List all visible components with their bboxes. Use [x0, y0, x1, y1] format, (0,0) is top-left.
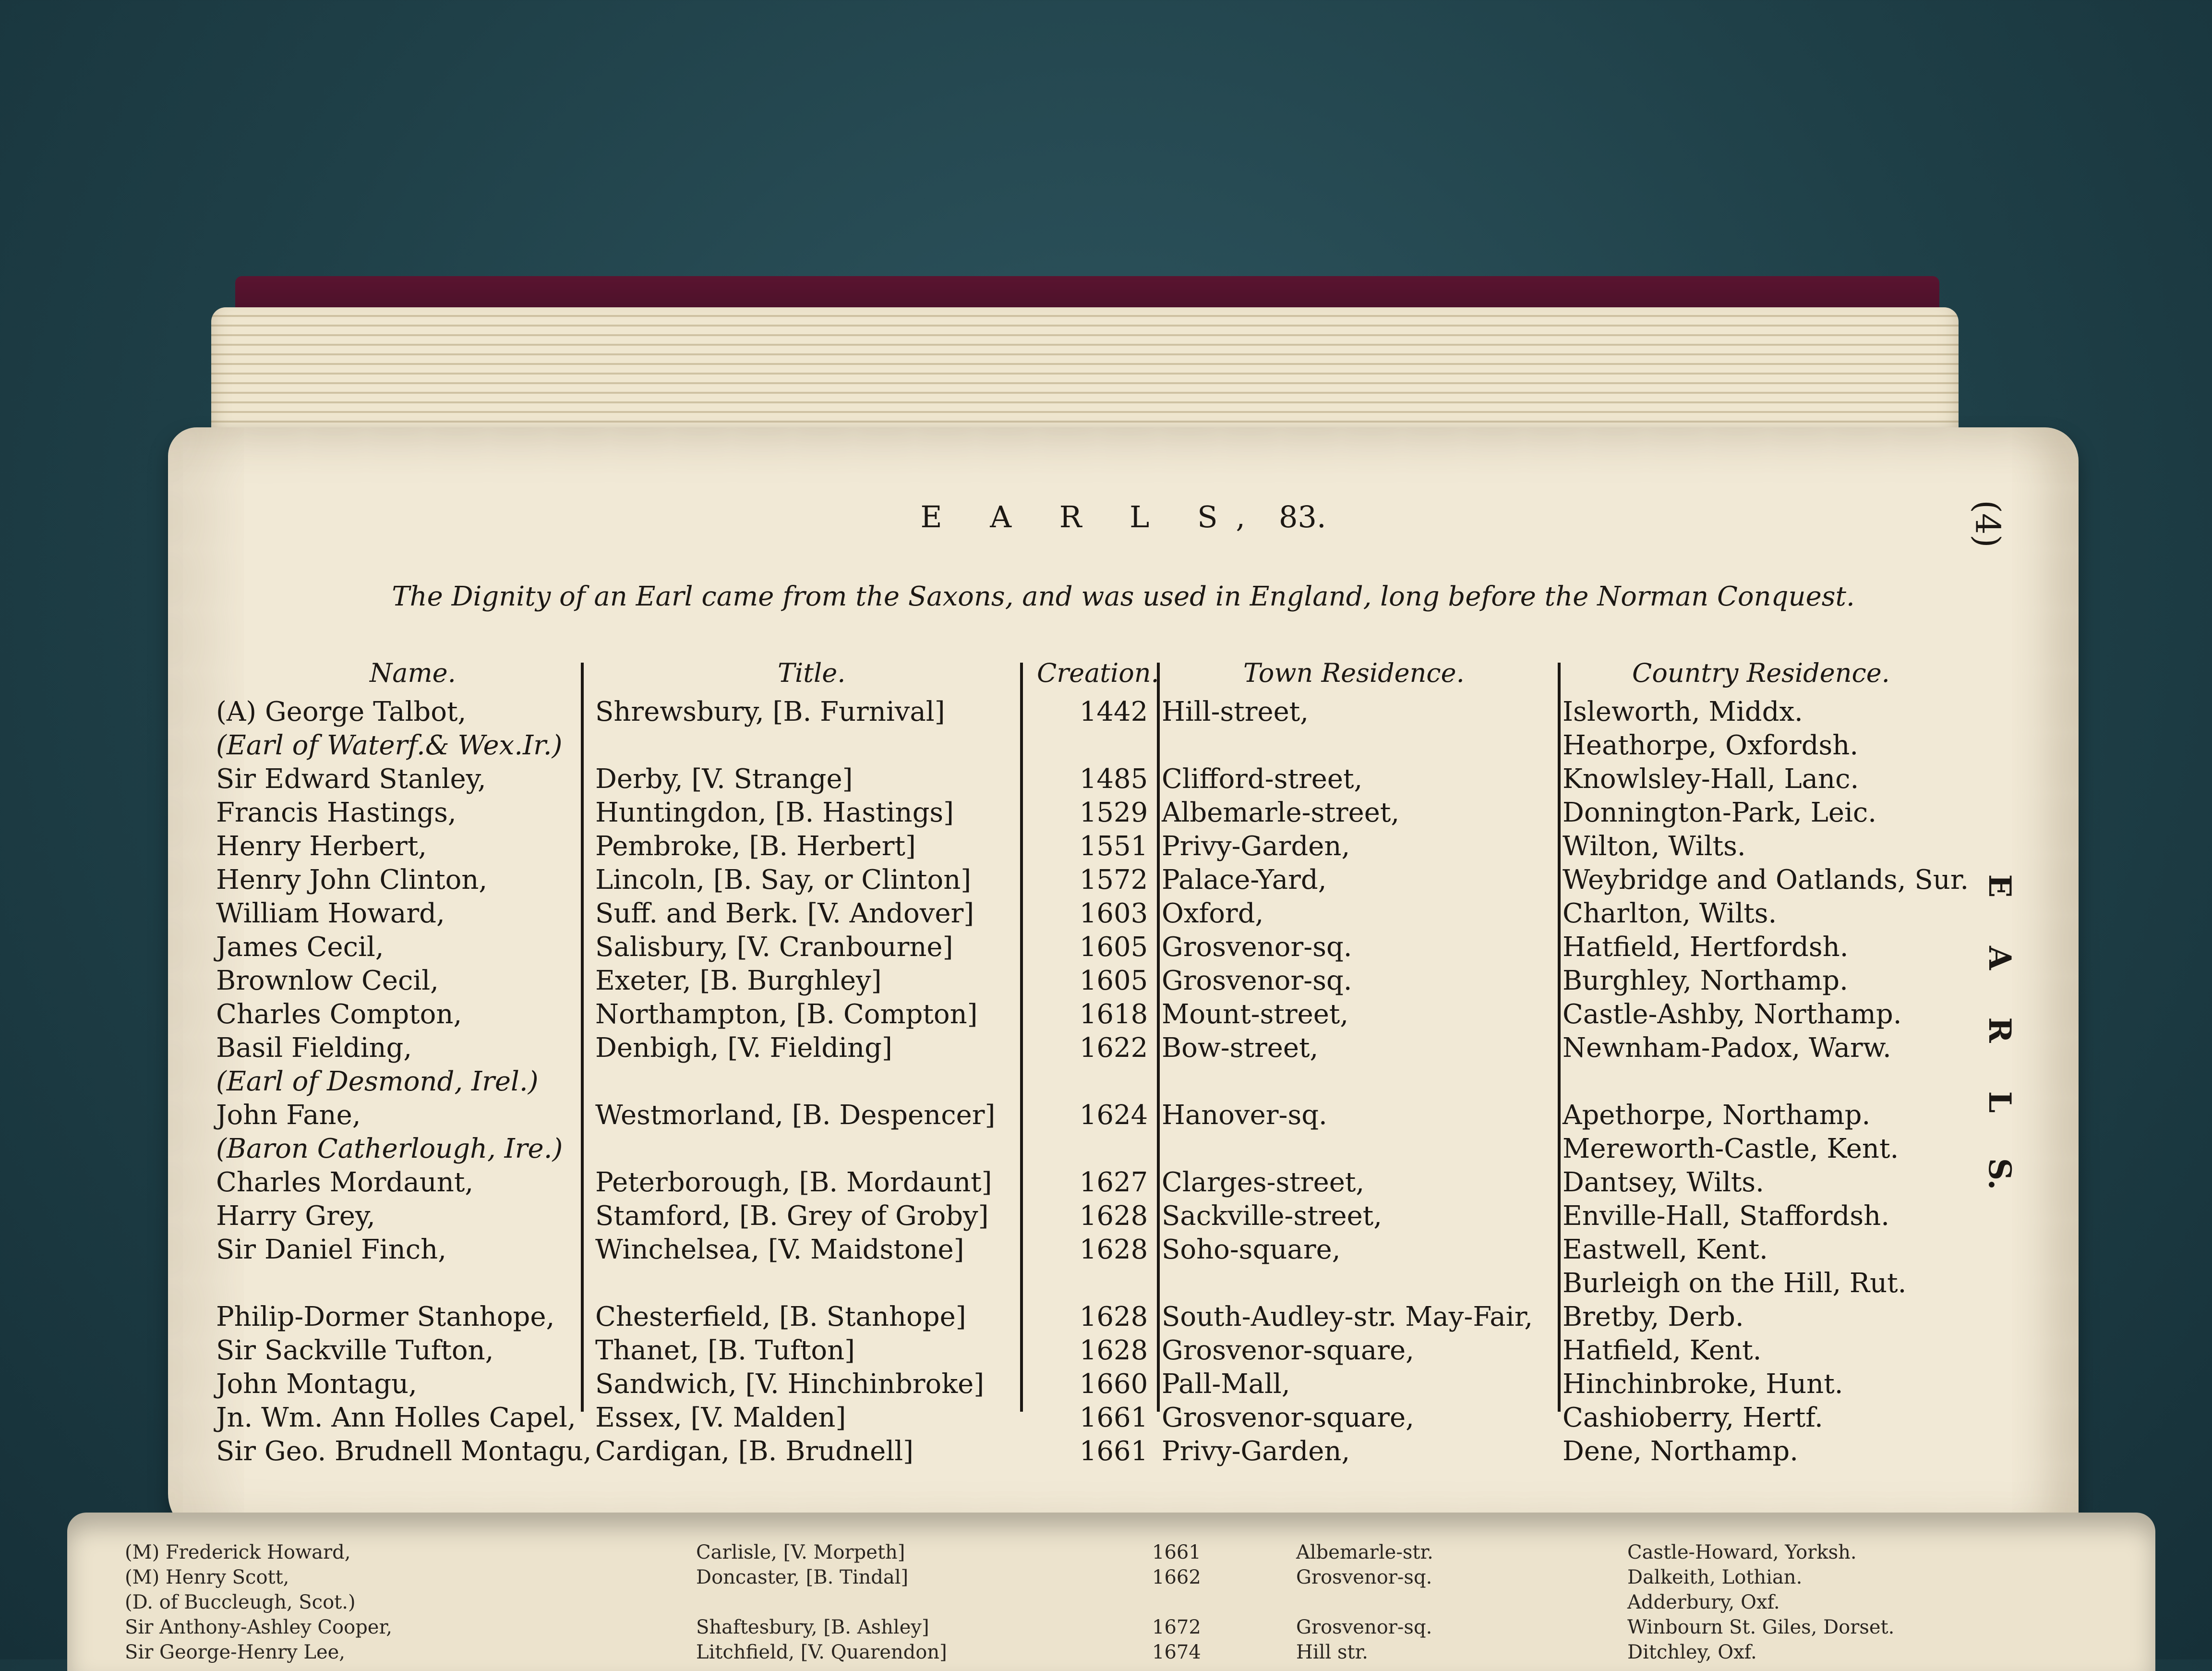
- cell-created: 1628: [1079, 1335, 1148, 1366]
- cell-created: 1628: [1079, 1234, 1148, 1265]
- cell-name: (Earl of Waterf.& Wex.Ir.): [216, 730, 563, 761]
- cell-created: 1618: [1079, 999, 1148, 1030]
- cell-title: Shrewsbury, [B. Furnival]: [595, 696, 945, 727]
- cell-name: Sir Daniel Finch,: [216, 1234, 447, 1265]
- cell-title: Lincoln, [B. Say, or Clinton]: [595, 864, 972, 896]
- facing-cell-town: Grosvenor-sq.: [1296, 1566, 1432, 1588]
- cell-created: 1485: [1079, 763, 1148, 795]
- col-header-creation: Creation.: [1037, 658, 1159, 688]
- facing-row: [67, 1591, 2155, 1614]
- cell-country: Apethorpe, Northamp.: [1563, 1100, 1871, 1131]
- facing-cell-country: Winbourn St. Giles, Dorset.: [1627, 1616, 1895, 1638]
- cell-town: Grosvenor-square,: [1162, 1335, 1414, 1366]
- facing-page: [67, 1513, 2155, 1671]
- cell-created: 1627: [1079, 1167, 1148, 1198]
- table-row: [168, 1133, 2079, 1168]
- cell-title: Thanet, [B. Tufton]: [595, 1335, 855, 1366]
- cell-created: 1624: [1079, 1100, 1148, 1131]
- facing-cell-name: (D. of Buccleugh, Scot.): [125, 1591, 356, 1613]
- cell-title: Westmorland, [B. Despencer]: [595, 1100, 996, 1131]
- cell-country: Eastwell, Kent.: [1563, 1234, 1768, 1265]
- cell-town: Palace-Yard,: [1162, 864, 1327, 896]
- cell-name: Philip-Dormer Stanhope,: [216, 1301, 555, 1332]
- cell-country: Knowlsley-Hall, Lanc.: [1563, 763, 1859, 795]
- table-row: [168, 763, 2079, 798]
- table-row: [168, 898, 2079, 932]
- facing-cell-created: 1672: [1152, 1616, 1201, 1638]
- cell-name: Sir Geo. Brudnell Montagu,: [216, 1436, 592, 1467]
- cell-name: John Montagu,: [216, 1368, 417, 1400]
- cell-created: 1605: [1079, 965, 1148, 996]
- cell-name: Harry Grey,: [216, 1200, 375, 1232]
- cell-name: Henry Herbert,: [216, 831, 427, 862]
- facing-cell-name: (M) Henry Scott,: [125, 1566, 289, 1588]
- cell-title: Stamford, [B. Grey of Groby]: [595, 1200, 989, 1232]
- side-letter: L: [1982, 1091, 2018, 1113]
- cell-name: James Cecil,: [216, 932, 384, 963]
- cell-town: Clifford-street,: [1162, 763, 1363, 795]
- cell-name: (A) George Talbot,: [216, 696, 467, 727]
- table-row: [168, 831, 2079, 865]
- cell-town: Soho-square,: [1162, 1234, 1341, 1265]
- cell-country: Heathorpe, Oxfordsh.: [1563, 730, 1859, 761]
- table-row: [168, 932, 2079, 966]
- cell-title: Cardigan, [B. Brudnell]: [595, 1436, 914, 1467]
- cell-title: Peterborough, [B. Mordaunt]: [595, 1167, 992, 1198]
- cell-town: Mount-street,: [1162, 999, 1349, 1030]
- cell-name: Charles Mordaunt,: [216, 1167, 474, 1198]
- table-row: [168, 696, 2079, 731]
- cell-name: Sir Sackville Tufton,: [216, 1335, 494, 1366]
- cell-name: (Earl of Desmond, Irel.): [216, 1066, 539, 1097]
- table-row: [168, 1301, 2079, 1336]
- table-row: [168, 1032, 2079, 1067]
- facing-cell-title: Litchfield, [V. Quarendon]: [696, 1641, 947, 1663]
- facing-cell-title: Shaftesbury, [B. Ashley]: [696, 1616, 929, 1638]
- cell-country: Cashioberry, Hertf.: [1563, 1402, 1823, 1433]
- cell-title: Denbigh, [V. Fielding]: [595, 1032, 892, 1064]
- table-row: [168, 1335, 2079, 1369]
- cell-name: John Fane,: [216, 1100, 361, 1131]
- cell-name: Francis Hastings,: [216, 797, 457, 828]
- col-header-country: Country Residence.: [1632, 658, 1890, 688]
- cell-created: 1442: [1079, 696, 1148, 727]
- cell-created: 1605: [1079, 932, 1148, 963]
- table-row: [168, 797, 2079, 832]
- cell-country: Mereworth-Castle, Kent.: [1563, 1133, 1899, 1164]
- col-header-town: Town Residence.: [1243, 658, 1465, 688]
- cell-created: 1628: [1079, 1301, 1148, 1332]
- side-letter: A: [1982, 946, 2018, 970]
- table-row: [168, 1234, 2079, 1269]
- cell-title: Salisbury, [V. Cranbourne]: [595, 932, 953, 963]
- cell-country: Weybridge and Oatlands, Sur.: [1563, 864, 1969, 896]
- facing-row: [67, 1616, 2155, 1639]
- cell-created: 1628: [1079, 1200, 1148, 1232]
- facing-cell-created: 1674: [1152, 1641, 1201, 1663]
- facing-cell-title: Carlisle, [V. Morpeth]: [696, 1541, 905, 1563]
- table-row: [168, 864, 2079, 899]
- facing-cell-title: Doncaster, [B. Tindal]: [696, 1566, 909, 1588]
- intro-note: The Dignity of an Earl came from the Saxons, and was used in England, long before the Norman Conquest.: [392, 581, 1855, 612]
- cell-title: Pembroke, [B. Herbert]: [595, 831, 916, 862]
- cell-name: Basil Fielding,: [216, 1032, 412, 1064]
- cell-town: Privy-Garden,: [1162, 1436, 1350, 1467]
- cell-name: Jn. Wm. Ann Holles Capel,: [216, 1402, 576, 1433]
- cell-country: Newnham-Padox, Warw.: [1563, 1032, 1891, 1064]
- cell-country: Hatfield, Hertfordsh.: [1563, 932, 1849, 963]
- header-title: E A R L S,: [920, 499, 1265, 534]
- cell-town: Grosvenor-sq.: [1162, 965, 1352, 996]
- book-page: [168, 427, 2079, 1537]
- cell-created: 1572: [1079, 864, 1148, 896]
- cell-town: South-Audley-str. May-Fair,: [1162, 1301, 1533, 1332]
- cell-created: 1622: [1079, 1032, 1148, 1064]
- cell-country: Wilton, Wilts.: [1563, 831, 1746, 862]
- cell-town: Bow-street,: [1162, 1032, 1319, 1064]
- side-letter: S.: [1982, 1158, 2018, 1190]
- cell-town: Sackville-street,: [1162, 1200, 1382, 1232]
- cell-title: Huntingdon, [B. Hastings]: [595, 797, 954, 828]
- cell-title: Derby, [V. Strange]: [595, 763, 853, 795]
- facing-cell-created: 1661: [1152, 1541, 1201, 1563]
- facing-cell-town: Hill str.: [1296, 1641, 1369, 1663]
- cell-title: Northampton, [B. Compton]: [595, 999, 978, 1030]
- col-header-name: Name.: [370, 658, 456, 688]
- table-row: [168, 1402, 2079, 1437]
- facing-cell-country: Ditchley, Oxf.: [1627, 1641, 1757, 1663]
- facing-row: [67, 1541, 2155, 1564]
- cell-country: Bretby, Derb.: [1563, 1301, 1744, 1332]
- cell-town: Grosvenor-sq.: [1162, 932, 1352, 963]
- table-row: [168, 1268, 2079, 1302]
- cell-country: Hinchinbroke, Hunt.: [1563, 1368, 1843, 1400]
- col-header-title: Title.: [778, 658, 846, 688]
- table-row: [168, 1436, 2079, 1470]
- cell-name: Charles Compton,: [216, 999, 462, 1030]
- table-row: [168, 1200, 2079, 1235]
- cell-title: Suff. and Berk. [V. Andover]: [595, 898, 974, 929]
- cell-title: Winchelsea, [V. Maidstone]: [595, 1234, 964, 1265]
- facing-row: [67, 1566, 2155, 1589]
- cell-country: Burghley, Northamp.: [1563, 965, 1848, 996]
- page-number: 83.: [1279, 499, 1326, 534]
- facing-cell-name: (M) Frederick Howard,: [125, 1541, 351, 1563]
- cell-town: Hill-street,: [1162, 696, 1309, 727]
- cell-country: Charlton, Wilts.: [1563, 898, 1777, 929]
- cell-town: Albemarle-street,: [1162, 797, 1400, 828]
- cell-country: Dene, Northamp.: [1563, 1436, 1799, 1467]
- cell-name: Henry John Clinton,: [216, 864, 488, 896]
- facing-cell-name: Sir George-Henry Lee,: [125, 1641, 346, 1663]
- side-page-mark: (4): [1968, 500, 2008, 548]
- cell-created: 1661: [1079, 1402, 1148, 1433]
- cell-town: Pall-Mall,: [1162, 1368, 1290, 1400]
- cell-country: Dantsey, Wilts.: [1563, 1167, 1764, 1198]
- cell-created: 1660: [1079, 1368, 1148, 1400]
- cell-name: William Howard,: [216, 898, 445, 929]
- cell-name: (Baron Catherlough, Ire.): [216, 1133, 563, 1164]
- facing-row: [67, 1641, 2155, 1664]
- table-row: [168, 965, 2079, 1000]
- side-letter: E: [1982, 874, 2018, 898]
- cell-title: Sandwich, [V. Hinchinbroke]: [595, 1368, 985, 1400]
- table-row: [168, 1066, 2079, 1101]
- cell-country: Donnington-Park, Leic.: [1563, 797, 1877, 828]
- facing-cell-town: Grosvenor-sq.: [1296, 1616, 1432, 1638]
- table-row: [168, 999, 2079, 1033]
- table-row: [168, 730, 2079, 764]
- cell-title: Chesterfield, [B. Stanhope]: [595, 1301, 966, 1332]
- cell-country: Enville-Hall, Staffordsh.: [1563, 1200, 1889, 1232]
- facing-cell-country: Dalkeith, Lothian.: [1627, 1566, 1803, 1588]
- cell-country: Isleworth, Middx.: [1563, 696, 1803, 727]
- side-letter: R: [1982, 1017, 2018, 1043]
- facing-cell-country: Adderbury, Oxf.: [1627, 1591, 1780, 1613]
- facing-cell-created: 1662: [1152, 1566, 1201, 1588]
- table-row: [168, 1368, 2079, 1403]
- facing-cell-country: Castle-Howard, Yorksh.: [1627, 1541, 1857, 1563]
- cell-title: Exeter, [B. Burghley]: [595, 965, 882, 996]
- cell-created: 1529: [1079, 797, 1148, 828]
- facing-cell-town: Albemarle-str.: [1296, 1541, 1433, 1563]
- table-row: [168, 1100, 2079, 1134]
- cell-country: Hatfield, Kent.: [1563, 1335, 1762, 1366]
- cell-country: Castle-Ashby, Northamp.: [1563, 999, 1902, 1030]
- cell-created: 1661: [1079, 1436, 1148, 1467]
- table-row: [168, 1167, 2079, 1201]
- cell-name: Sir Edward Stanley,: [216, 763, 486, 795]
- cell-town: Hanover-sq.: [1162, 1100, 1327, 1131]
- cell-created: 1603: [1079, 898, 1148, 929]
- cell-title: Essex, [V. Malden]: [595, 1402, 846, 1433]
- cell-name: Brownlow Cecil,: [216, 965, 439, 996]
- cell-town: Grosvenor-square,: [1162, 1402, 1414, 1433]
- facing-cell-name: Sir Anthony-Ashley Cooper,: [125, 1616, 392, 1638]
- cell-country: Burleigh on the Hill, Rut.: [1563, 1268, 1907, 1299]
- cell-town: Clarges-street,: [1162, 1167, 1365, 1198]
- cell-town: Privy-Garden,: [1162, 831, 1350, 862]
- cell-town: Oxford,: [1162, 898, 1264, 929]
- cell-created: 1551: [1079, 831, 1148, 862]
